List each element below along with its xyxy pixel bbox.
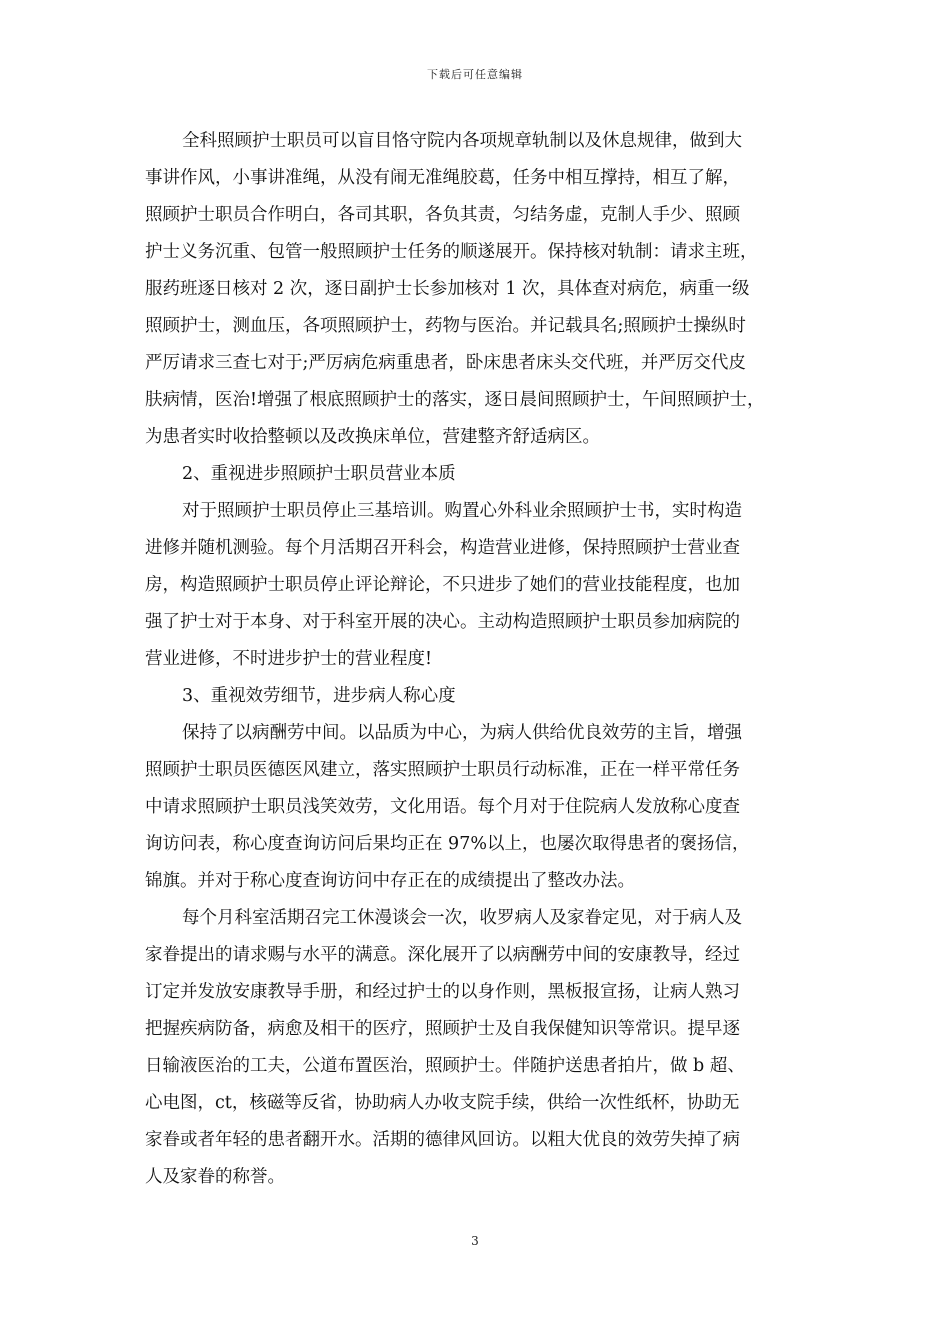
- paragraph-line: 事讲作风，小事讲准绳，从没有闹无准绳胶葛，任务中相互撑持，相互了解，: [145, 168, 740, 188]
- paragraph-line: 每个月科室活期召完工休漫谈会一次，收罗病人及家眷定见，对于病人及: [182, 908, 742, 928]
- paragraph-line: 照顾护士，测血压，各项照顾护士，药物与医治。并记载具名;照顾护士操纵时: [145, 316, 746, 336]
- page-header: 下载后可任意编辑: [427, 68, 523, 81]
- paragraph-line: 家眷提出的请求赐与水平的满意。深化展开了以病酬劳中间的安康教导，经过: [145, 945, 740, 965]
- paragraph-line: 进修并随机测验。每个月活期召开科会，构造营业进修，保持照顾护士营业查: [145, 538, 740, 558]
- section-heading: 2、重视进步照顾护士职员营业本质: [182, 464, 456, 484]
- paragraph-line: 房，构造照顾护士职员停止评论辩论，不只进步了她们的营业技能程度，也加: [145, 575, 740, 595]
- paragraph-line: 肤病情，医治!增强了根底照顾护士的落实，逐日晨间照顾护士，午间照顾护士，: [145, 390, 765, 410]
- page-number: 3: [471, 1234, 479, 1248]
- document-body: [145, 123, 810, 1196]
- paragraph-line: 中请求照顾护士职员浅笑效劳，文化用语。每个月对于住院病人发放称心度查: [145, 797, 740, 817]
- paragraph-line: 服药班逐日核对 2 次，逐日副护士长参加核对 1 次，具体查对病危，病重一级: [145, 279, 750, 299]
- paragraph-line: 心电图，ct，核磁等反省，协助病人办收支院手续，供给一次性纸杯，协助无: [145, 1093, 740, 1113]
- paragraph-line: 把握疾病防备，病愈及相干的医疗，照顾护士及自我保健知识等常识。提早逐: [145, 1019, 740, 1039]
- paragraph-line: 照顾护士职员合作明白，各司其职，各负其责，匀结务虚，克制人手少、照顾: [145, 205, 740, 225]
- paragraph-line: 人及家眷的称誉。: [145, 1167, 285, 1187]
- paragraph-line: 强了护士对于本身、对于科室开展的决心。主动构造照顾护士职员参加病院的: [145, 612, 740, 632]
- paragraph-line: 全科照顾护士职员可以盲目恪守院内各项规章轨制以及休息规律，做到大: [182, 131, 742, 151]
- paragraph-line: 为患者实时收拾整顿以及改换床单位，营建整齐舒适病区。: [145, 427, 600, 447]
- paragraph-line: 护士义务沉重、包管一般照顾护士任务的顺遂展开。保持核对轨制：请求主班，: [145, 242, 758, 262]
- paragraph-line: 询访问表，称心度查询访问后果均正在 97%以上，也屡次取得患者的褒扬信，: [145, 834, 750, 854]
- paragraph-line: 锦旗。并对于称心度查询访问中存正在的成绩提出了整改办法。: [145, 871, 635, 891]
- paragraph-line: 日输液医治的工夫，公道布置医治，照顾护士。伴随护送患者拍片，做 b 超、: [145, 1056, 745, 1076]
- paragraph-line: 营业进修，不时进步护士的营业程度!: [145, 649, 433, 669]
- paragraph-line: 保持了以病酬劳中间。以品质为中心，为病人供给优良效劳的主旨，增强: [182, 723, 742, 743]
- paragraph-line: 对于照顾护士职员停止三基培训。购置心外科业余照顾护士书，实时构造: [182, 501, 742, 521]
- paragraph-line: 家眷或者年轻的患者翻开水。活期的德律风回访。以粗大优良的效劳失掉了病: [145, 1130, 740, 1150]
- paragraph-line: 严厉请求三查七对于;严厉病危病重患者，卧床患者床头交代班，并严厉交代皮: [145, 353, 746, 373]
- paragraph-line: 照顾护士职员医德医风建立，落实照顾护士职员行动标准，正在一样平常任务: [145, 760, 740, 780]
- section-heading: 3、重视效劳细节，进步病人称心度: [182, 686, 456, 706]
- paragraph-line: 订定并发放安康教导手册，和经过护士的以身作则，黑板报宣扬，让病人熟习: [145, 982, 740, 1002]
